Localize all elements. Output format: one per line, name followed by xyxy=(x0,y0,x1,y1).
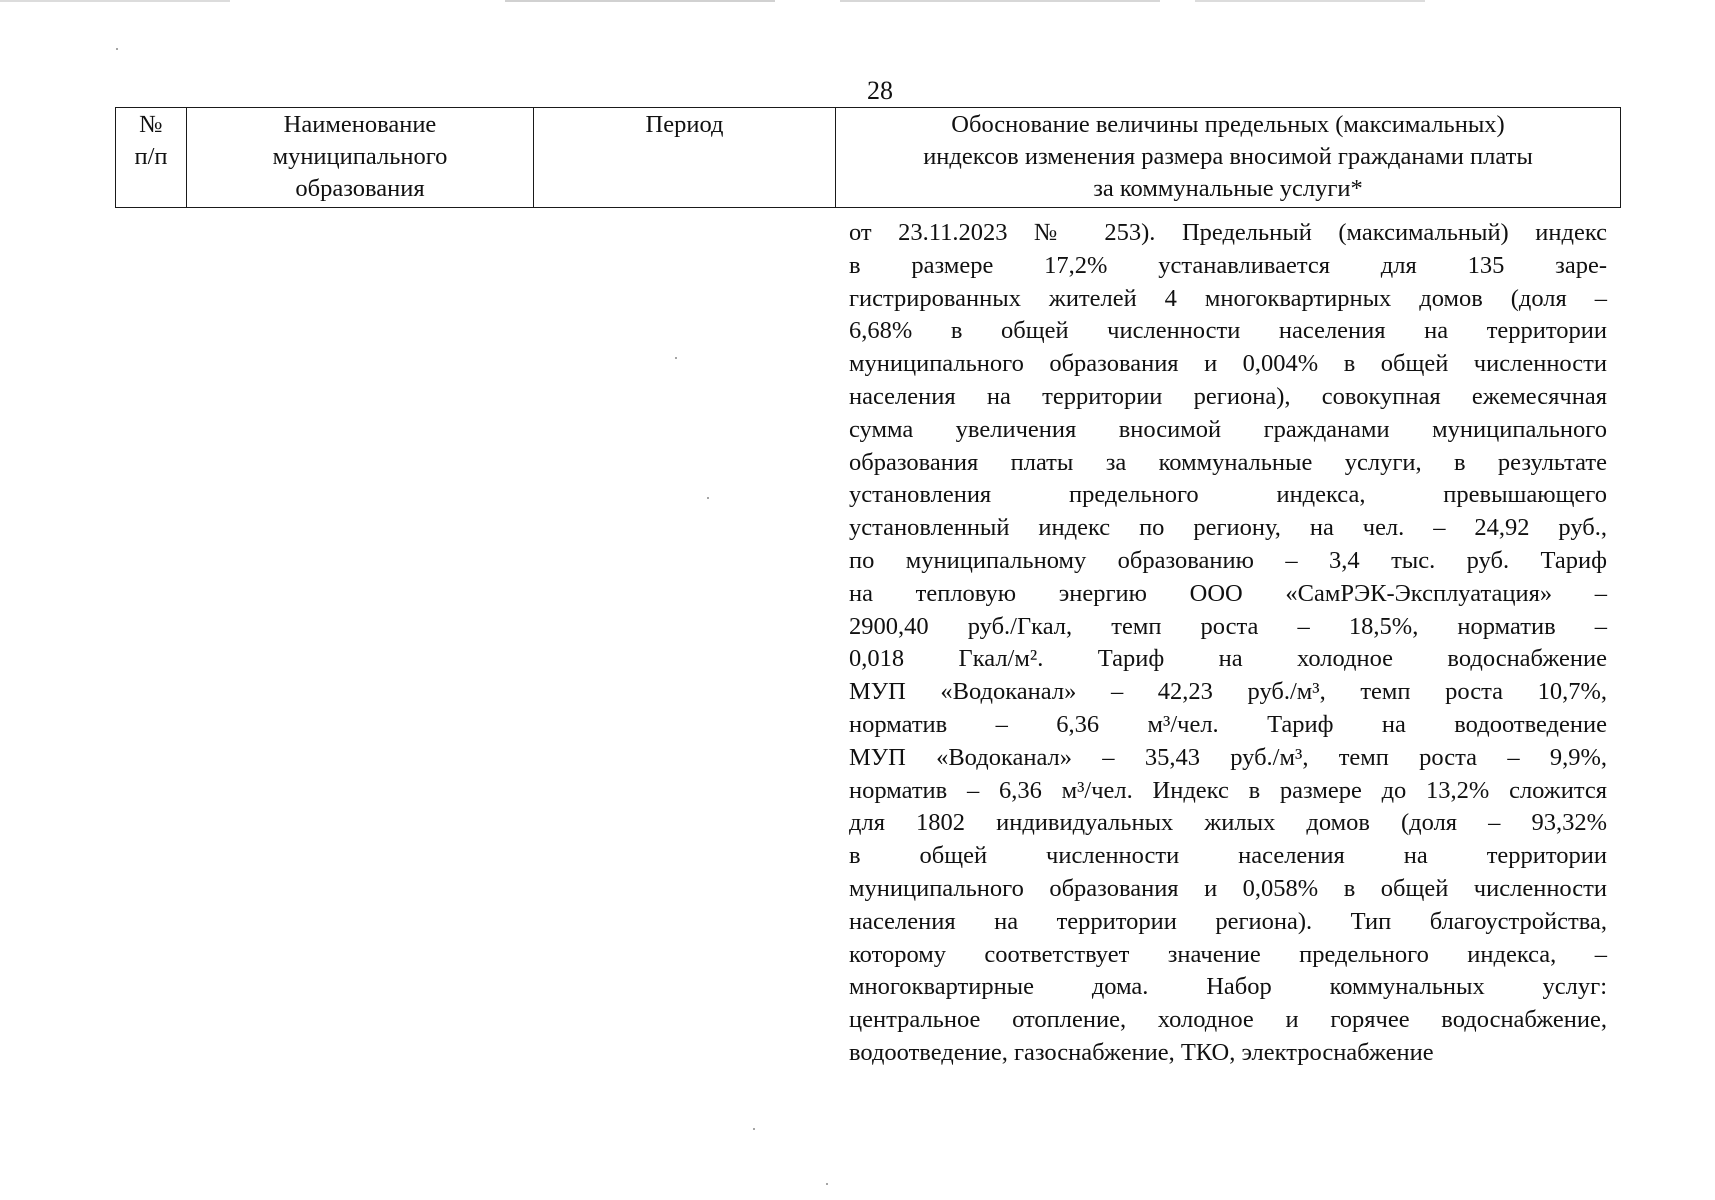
body-line: центральное отопление, холодное и горячее водоснабжение, xyxy=(849,1006,1607,1034)
header-cell-justification xyxy=(836,108,1621,208)
body-line: МУП «Водоканал» – 42,23 руб./м³, темп роста 10,7%, xyxy=(849,678,1607,706)
body-line: которому соответствует значение предельного индекса, – xyxy=(849,940,1607,968)
body-line: сумма увеличения вносимой гражданами муниципального xyxy=(849,415,1607,443)
table-header xyxy=(115,107,1621,208)
scan-artifact-line xyxy=(840,0,1160,2)
body-line: по муниципальному образованию – 3,4 тыс. руб. Тариф xyxy=(849,546,1607,574)
body-line: от 23.11.2023 № 253). Предельный (максимальный) индекс xyxy=(849,219,1607,246)
header-period-label: Период xyxy=(645,111,724,138)
scan-speck xyxy=(707,497,709,499)
body-line: населения на территории региона). Тип благоустройства, xyxy=(849,907,1607,935)
body-line: 6,68% в общей численности населения на территории xyxy=(849,317,1607,345)
scan-speck xyxy=(675,357,677,359)
body-line: гистрированных жителей 4 многоквартирных домов (доля – xyxy=(849,284,1607,312)
header-number-label: № п/п xyxy=(134,111,168,170)
body-line: 2900,40 руб./Гкал, темп роста – 18,5%, норматив – xyxy=(849,612,1607,640)
page-number: 28 xyxy=(867,76,893,105)
table-header-row xyxy=(116,108,1621,208)
header-cell-period xyxy=(534,108,836,208)
body-line: установления предельного индекса, превышающего xyxy=(849,481,1607,509)
body-line: многоквартирные дома. Набор коммунальных услуг: xyxy=(849,973,1607,1001)
body-line: образования платы за коммунальные услуги, в результате xyxy=(849,448,1607,476)
body-line: муниципального образования и 0,004% в общей численности xyxy=(849,350,1607,378)
body-line: населения на территории региона), совокупная ежемесячная xyxy=(849,382,1607,410)
justification-body-text xyxy=(849,217,1607,1070)
body-line: установленный индекс по региону, на чел. – 24,92 руб., xyxy=(849,514,1607,542)
body-line: норматив – 6,36 м³/чел. Тариф на водоотведение xyxy=(849,710,1607,738)
scan-artifact-line xyxy=(1195,0,1425,2)
body-line: норматив – 6,36 м³/чел. Индекс в размере до 13,2% сложится xyxy=(849,776,1607,804)
body-line: для 1802 индивидуальных жилых домов (доля – 93,32% xyxy=(849,809,1607,837)
header-municipality-label: Наименование муниципального образования xyxy=(272,111,448,202)
body-line: МУП «Водоканал» – 35,43 руб./м³, темп роста – 9,9%, xyxy=(849,743,1607,771)
body-line: в общей численности населения на территории xyxy=(849,842,1607,870)
scan-artifact-line xyxy=(0,0,230,2)
body-line: в размере 17,2% устанавливается для 135 заре- xyxy=(849,251,1607,279)
scan-speck xyxy=(826,1183,828,1185)
header-justification-label: Обоснование величины предельных (максимальных) индексов изменения размера вносимой гражданами платы за коммунальные услуги* xyxy=(923,111,1533,202)
body-line: 0,018 Гкал/м². Тариф на холодное водоснабжение xyxy=(849,645,1607,673)
body-line: муниципального образования и 0,058% в общей численности xyxy=(849,874,1607,902)
body-line-last: водоотведение, газоснабжение, ТКО, электроснабжение xyxy=(849,1038,1434,1066)
scan-artifact-line xyxy=(505,0,775,2)
body-line: на тепловую энергию ООО «СамРЭК-Эксплуатация» – xyxy=(849,579,1607,607)
header-cell-municipality xyxy=(187,108,534,208)
scan-speck xyxy=(753,1128,755,1130)
header-cell-number xyxy=(116,108,187,208)
scan-speck xyxy=(116,48,118,50)
